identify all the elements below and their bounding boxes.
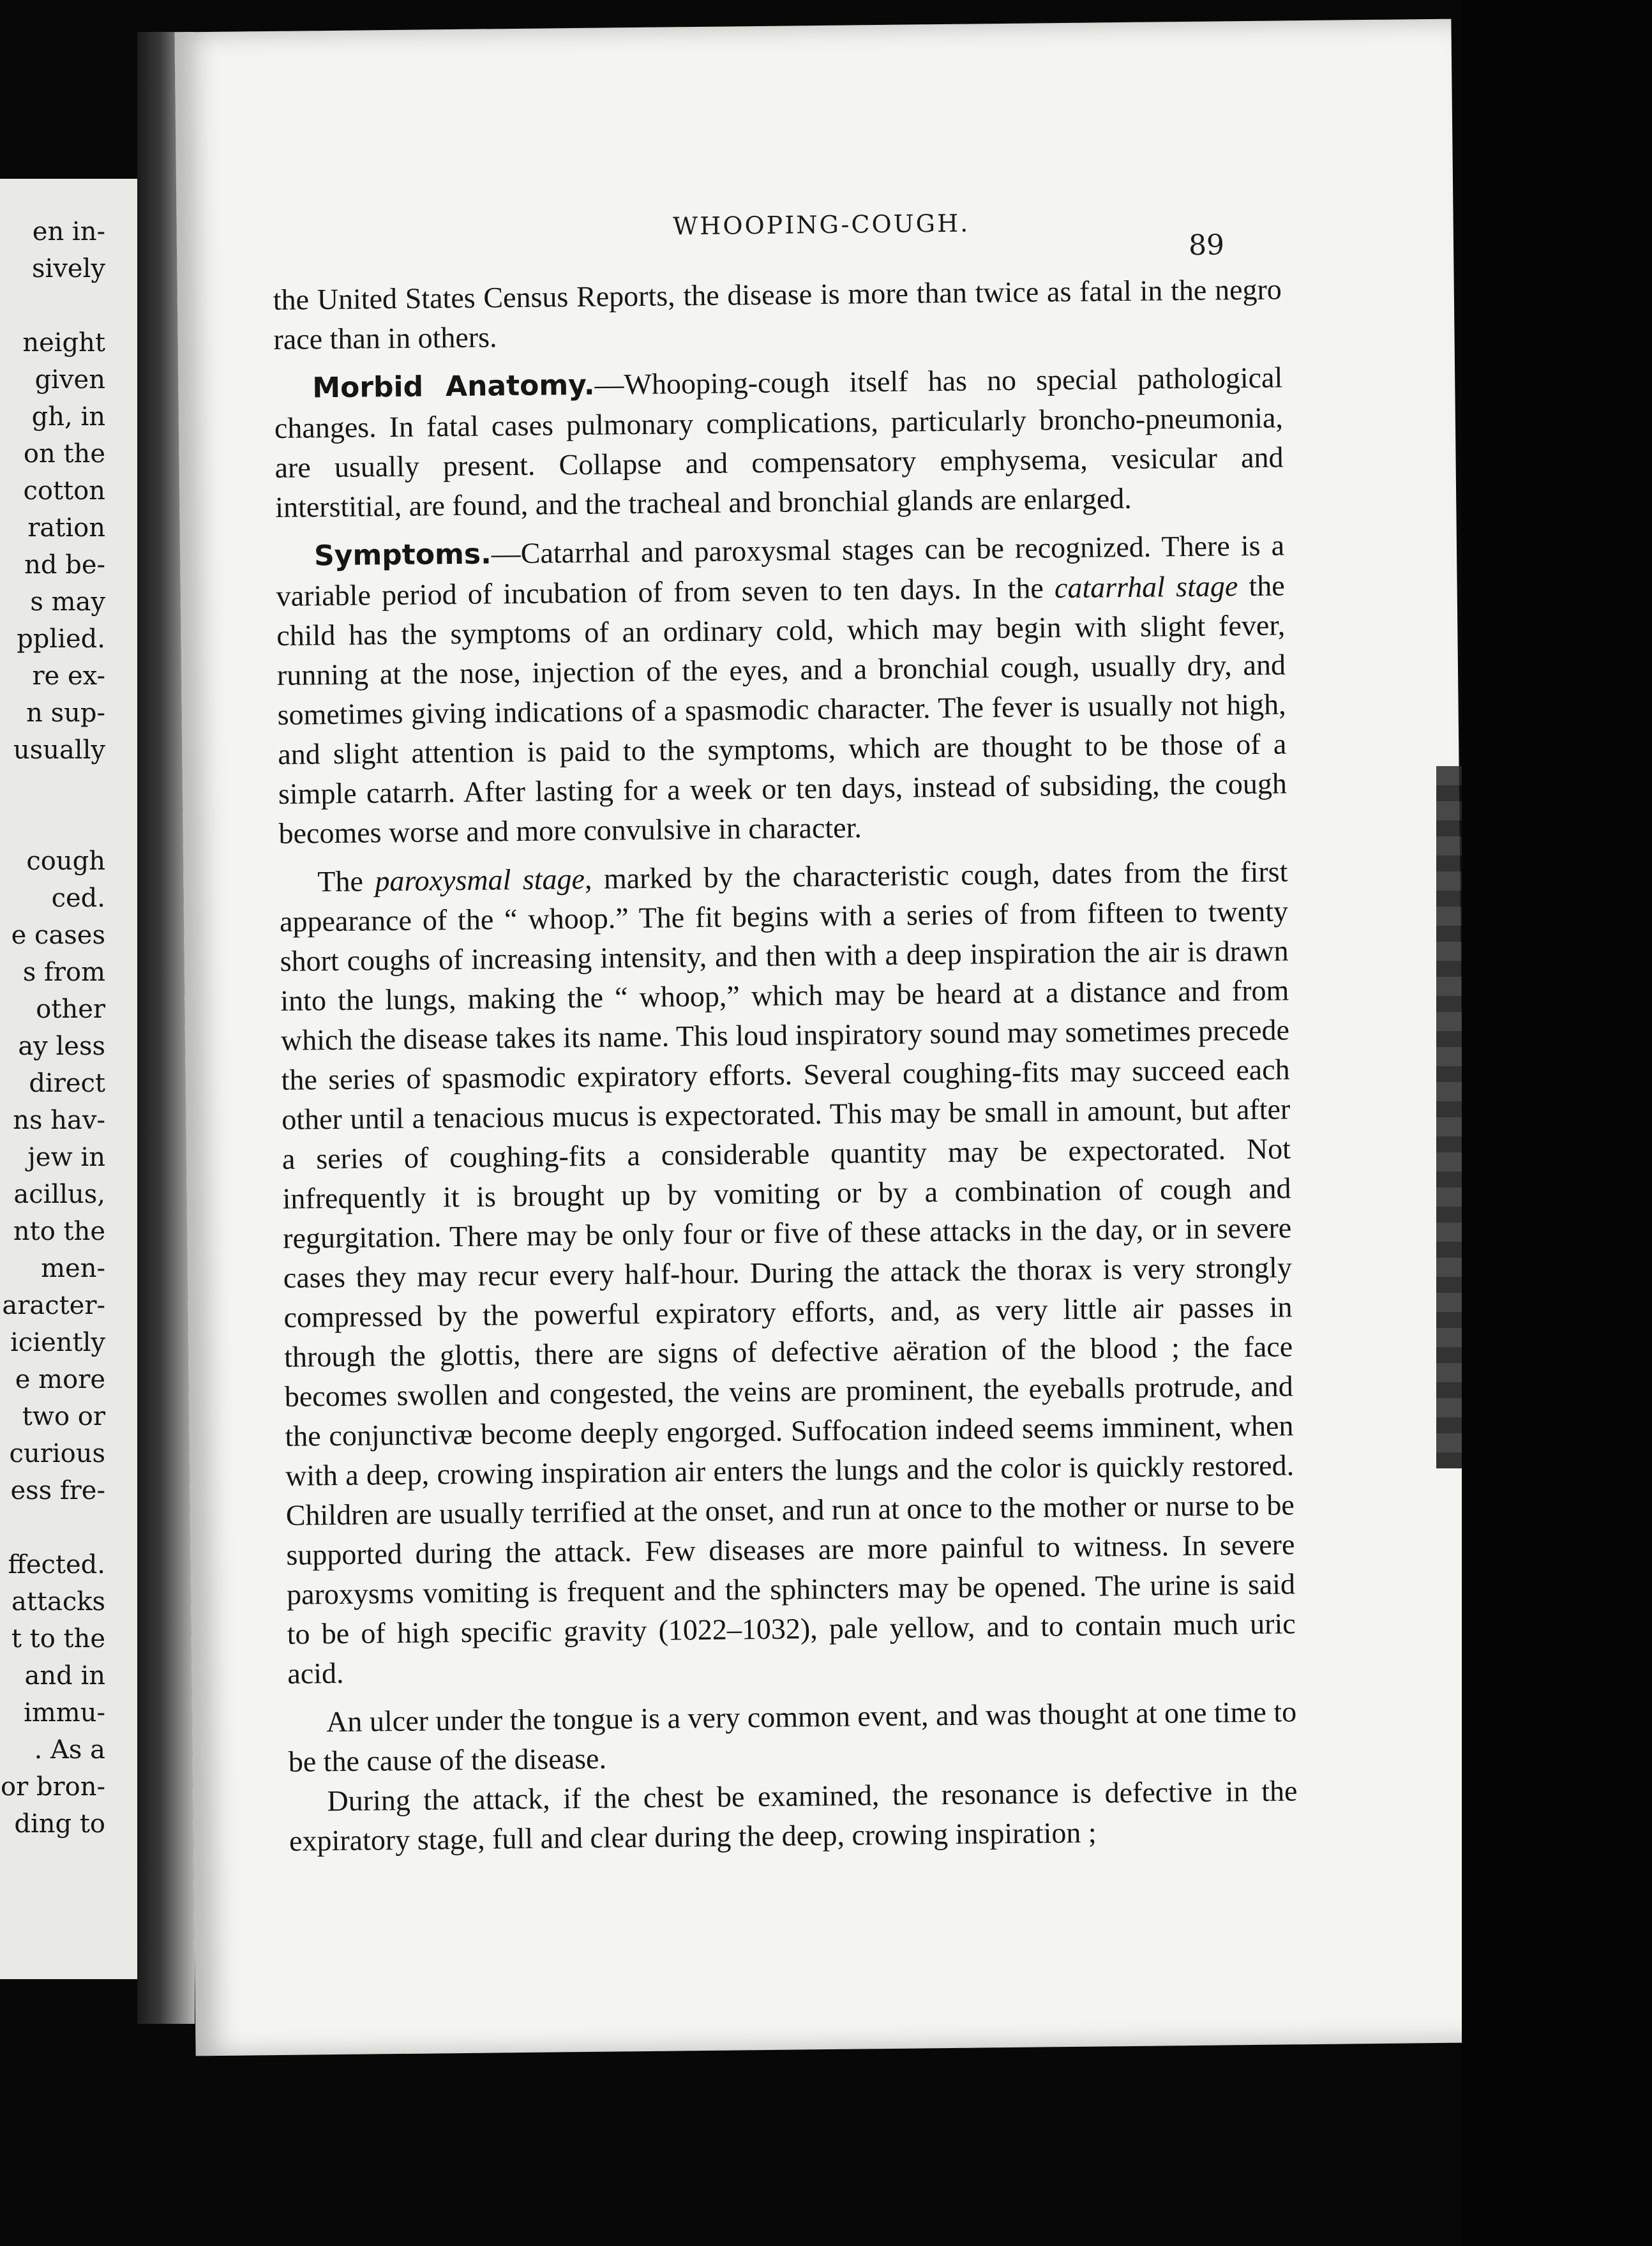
facing-page-line: ess fre- [10, 1476, 105, 1505]
running-head: WHOOPING-COUGH. [672, 209, 970, 241]
paroxysmal-text: , marked by the characteristic cough, dates from the first appearance of the “ whoop.” The fit begins with a series of from fifteen to twenty short coughs of increasing intensity, and then with a deep inspiration the air is drawn into the lungs, making the “ whoop,” which may be heard at a distance and from which the disease takes its name. This loud inspiratory sound may sometimes precede the series of spasmodic expiratory efforts. Several coughing-fits may succeed each other until a tenacious mucus is expectorated. This may be small in amount, but after a series of coughing-fits a considerable quantity may be expectorated. Not infrequently it is brought up by vomiting or by a combination of cough and regurgitation. There may be only four or five of these attacks in the day, or in severe cases they may recur every half-hour. During the attack the thorax is very strongly compressed by the powerful expiratory efforts, and, as very little air passes in through the glottis, there are signs of defective aëration of the blood ; the face becomes swollen and congested, the veins are prominent, the eyeballs protrude, and the conjunctivæ become deeply engorged. Suffocation indeed seems imminent, when with a deep, crowing inspiration air enters the lungs and the color is quickly restored. Children are usually terrified at the onset, and run at once to the mother or nurse to be supported during the attack. Few diseases are more painful to witness. In severe paroxysms vomiting is frequent and the sphincters may be opened. The urine is said to be of high specific gravity (1022–1032), pale yellow, and to contain much uric acid. [279, 855, 1296, 1690]
catarrhal-stage-term: catarrhal stage [1054, 569, 1238, 605]
morbid-anatomy-text: —Whooping-cough itself has no special pathological changes. In fatal cases pulmonary complications, particularly broncho-pneumonia, are usually present. Collapse and compensatory emphysema, vesicular and interstitial, are found, and the tracheal and bronchial glands are enlarged. [274, 361, 1284, 524]
facing-page-line: e more [15, 1365, 105, 1394]
facing-page-line: jew in [27, 1143, 105, 1172]
facing-page-line: s may [30, 587, 105, 617]
opening-text: the United States Census Reports, the disease is more than twice as fatal in the negro race than in others. [273, 273, 1282, 356]
facing-page-line: e cases [11, 921, 105, 950]
paragraph-ulcer [288, 1692, 1297, 1782]
facing-page-line: cotton [23, 476, 105, 506]
facing-page-line: en in- [32, 217, 105, 246]
ulcer-text: An ulcer under the tongue is a very common event, and was thought at one time to be the cause of the disease. [288, 1695, 1297, 1778]
facing-page-line: direct [29, 1069, 105, 1098]
facing-page-line: acillus, [13, 1180, 105, 1209]
facing-page-line: usually [13, 735, 105, 765]
facing-page-fragment [0, 179, 137, 1979]
facing-page-line: sively [32, 254, 105, 283]
facing-page-line: and in [24, 1661, 105, 1691]
section-heading-morbid-anatomy: Morbid Anatomy. [312, 368, 595, 405]
symptoms-text-1: —Catarrhal and paroxysmal stages can be recognized. There is a variable period of incubation of from seven to ten days. In the [276, 529, 1285, 612]
facing-page-line: ffected. [8, 1550, 105, 1579]
paroxysmal-intro: The [317, 864, 375, 898]
facing-page-line: ding to [14, 1809, 105, 1839]
facing-page-line: neight [22, 328, 105, 358]
paragraph-morbid-anatomy [274, 358, 1284, 527]
facing-page-line: ay less [18, 1032, 105, 1061]
facing-page-line: iciently [10, 1328, 105, 1357]
book-page [174, 19, 1472, 2056]
facing-page-line: t to the [11, 1624, 105, 1654]
facing-page-line: re ex- [32, 661, 105, 691]
facing-page-line: pplied. [17, 624, 105, 654]
facing-page-line: given [34, 365, 105, 395]
scan-background-right [1462, 0, 1652, 2246]
section-heading-symptoms: Symptoms. [313, 538, 492, 573]
facing-page-line: curious [9, 1439, 105, 1468]
facing-page-line: s from [22, 958, 105, 987]
facing-page-line: men- [41, 1254, 105, 1283]
paragraph-opening [273, 269, 1282, 359]
facing-page-line: nd be- [24, 550, 105, 580]
facing-page-line: immu- [24, 1698, 105, 1728]
facing-page-line: other [36, 995, 105, 1024]
facing-page-line: on the [23, 439, 105, 469]
attack-text: During the attack, if the chest be examined, the resonance is defective in the expiratory stage, full and clear during the deep, crowing inspiration ; [289, 1774, 1298, 1857]
facing-page-line: attacks [11, 1587, 105, 1617]
facing-page-line: gh, in [31, 402, 105, 432]
facing-page-line: . As a [34, 1735, 105, 1765]
paragraph-attack-examination [289, 1771, 1298, 1861]
facing-page-line: ration [27, 513, 105, 543]
page-number: 89 [1188, 229, 1225, 262]
facing-page-line: cough [26, 847, 105, 876]
facing-page-line: or bron- [0, 1772, 105, 1802]
facing-page-line: nto the [13, 1217, 105, 1246]
adjacent-spine-edge [1436, 766, 1462, 1468]
paragraph-paroxysmal-stage [279, 852, 1296, 1693]
facing-page-line: ced. [51, 884, 105, 913]
facing-page-line: two or [22, 1402, 105, 1431]
facing-page-line: aracter- [2, 1291, 105, 1320]
symptoms-text-2: the child has the symptoms of an ordinary cold, which may begin with slight fever, running at the nose, injection of the eyes, and a bronchial cough, usually dry, and sometimes giving indications of a spasmodic character. The fever is usually not high, and slight attention is paid to the symptoms, which are thought to be those of a simple catarrh. After lasting for a week or ten days, instead of subsiding, the cough becomes worse and more convulsive in character. [276, 569, 1288, 850]
page-body [273, 269, 1298, 1860]
facing-page-line: ns hav- [13, 1106, 105, 1135]
paragraph-symptoms [276, 525, 1288, 854]
paroxysmal-stage-term: paroxysmal stage [375, 862, 585, 898]
facing-page-line: n sup- [26, 698, 105, 728]
